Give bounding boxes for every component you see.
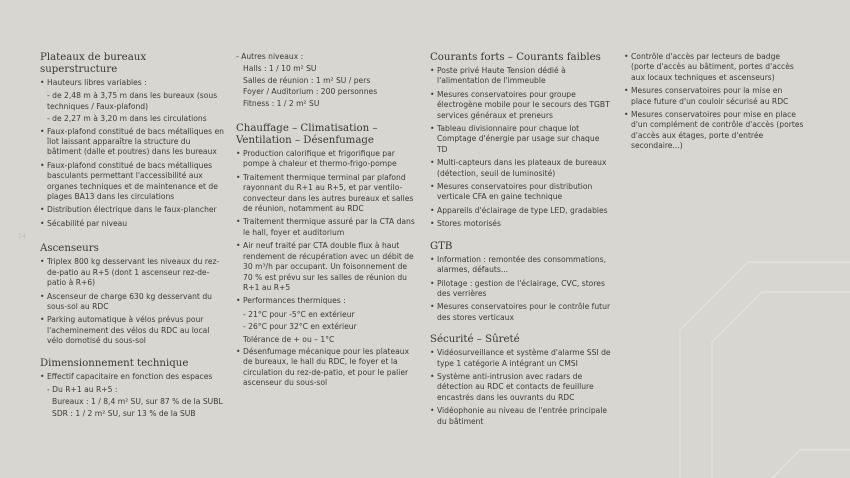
list-item: - 26°C pour 32°C en extérieur [243,322,357,332]
section-securite [430,334,612,427]
section-title: Sécurité – Sûreté [430,334,520,346]
list-item: • Faux-plafond constitué de bacs métalliques en îlot laissant apparaître la structure du bâtiment (dalle et poutres) dans les bureaux [40,127,225,158]
section-title: Dimensionnement technique [40,357,189,369]
list-item: • Parking automatique à vélos prévus pour l'acheminement des vélos du RDC au local vélo domotisé du sous-sol [40,315,225,346]
section-title: Courants forts – Courants faibles [430,52,601,63]
list-item: • Désenfumage mécanique pour les plateaux de bureaux, le hall du RDC, le foyer et la circulation du rez-de-patio, et pour le palier ascenseur du sous-sol [236,347,416,389]
list-item: Fitness : 1 / 2 m² SU [243,98,320,108]
section-title: GTB [430,240,453,252]
list-item: SDR : 1 / 2 m² SU, sur 13 % de la SUB [52,408,196,418]
list-item: - Du R+1 au R+5 : [47,384,118,394]
section-cvc [236,123,416,389]
list-item: Halls : 1 / 10 m² SU [243,64,317,74]
section-gtb [430,241,612,323]
section-ascenseurs [40,243,225,346]
list-item: • Triplex 800 kg desservant les niveaux du rez-de-patio au R+5 (dont 1 ascenseur rez-de-patio à R+6) [40,257,225,288]
list-item: • Sécabilité par niveau [40,219,225,229]
list-item: • Faux-plafond constitué de bacs métalliques basculants permettant l'accessibilité aux organes techniques et de maintenance et de plages BA13 dans les circulations [40,161,225,203]
list-item: - de 2,48 m à 3,75 m dans les bureaux (sous techniques / Faux-plafond) [47,91,218,111]
section-title: Ascenseurs [40,243,99,255]
list-item: • Vidéosurveillance et système d'alarme SSI de type 1 catégorie A intégrant un CMSI [430,348,612,369]
list-item: • Ascenseur de charge 630 kg desservant du sous-sol au RDC [40,292,225,313]
list-item: - 21°C pour -5°C en extérieur [243,309,355,319]
list-item: Bureaux : 1 / 8,4 m² SU, sur 87 % de la SUBL [52,397,223,407]
list-item: Salles de réunion : 1 m² SU / pers [243,75,371,85]
column-3 [430,52,612,438]
list-item: • Système anti-intrusion avec radars de détection au RDC et contacts de feuillure encastrés dans les ouvrants du RDC [430,372,612,403]
page-number: 14 [18,233,26,240]
list-item: • Air neuf traité par CTA double flux à haut rendement de récupération avec un débit de 30 m³/h par occupant. Un foisonnement de 70 % est prévu sur les salles de réunion du R+1 au R+5 [236,241,416,293]
section-title: Chauffage – Climatisation – Ventilation – Désenfumage [236,123,378,147]
list-item: • Tableau divisionnaire pour chaque lot Comptage d'énergie par usage sur chaque TD [430,124,612,155]
section-courants [430,52,612,230]
list-item: • Multi-capteurs dans les plateaux de bureaux (détection, seuil de luminosité) [430,158,612,179]
list-item: • Effectif capacitaire en fonction des espaces [40,372,225,382]
list-item: • Pilotage : gestion de l'éclairage, CVC, stores des verrières [430,279,612,300]
section-dimensionnement [40,358,225,420]
list-item: • Contrôle d'accès par lecteurs de badge (porte d'accès au bâtiment, portes d'accès aux locaux techniques et ascenseurs) [624,52,804,83]
list-item: • Distribution électrique dans le faux-plancher [40,205,225,215]
column-4 [624,52,804,163]
column-2 [236,52,416,400]
list-item: • Poste privé Haute Tension dédié à l'alimentation de l'immeuble [430,66,612,87]
list-item: Foyer / Auditorium : 200 personnes [243,87,378,97]
list-item: • Vidéophonie au niveau de l'entrée principale du bâtiment [430,406,612,427]
list-item: • Traitement thermique assuré par la CTA dans le hall, foyer et auditorium [236,217,416,238]
list-item: • Information : remontée des consommations, alarmes, défauts... [430,255,612,276]
section-controle-acces [624,52,804,152]
list-item: • Mesures conservatoires pour le contrôle futur des stores verticaux [430,302,612,323]
list-item: • Mesures conservatoires pour groupe électrogène mobile pour le secours des TGBT services généraux et preneurs [430,90,612,121]
list-item: - de 2,27 m à 3,20 m dans les circulations [47,114,207,124]
list-item: • Mesures conservatoires pour mise en place d'un complément de contrôle d'accès (portes d'accès aux étages, porte d'entrée secondaire...) [624,110,804,152]
column-1 [40,52,225,430]
list-item: • Hauteurs libres variables : [40,78,225,88]
list-item: • Appareils d'éclairage de type LED, gradables [430,206,612,216]
list-item: • Mesures conservatoires pour distribution verticale CFA en gaine technique [430,182,612,203]
section-autres-niveaux [236,52,416,109]
list-item: • Traitement thermique terminal par plafond rayonnant du R+1 au R+5, et par ventilo-convecteur dans les autres bureaux et salles de réunion, notamment au RDC [236,173,416,215]
list-item: • Mesures conservatoires pour la mise en place future d'un couloir sécurisé au RDC [624,86,804,107]
list-item: Tolérance de + ou – 1°C [243,334,335,344]
section-title: Plateaux de bureaux superstructure [40,52,147,75]
list-item: • Stores motorisés [430,219,612,229]
list-item: • Performances thermiques : [236,296,416,306]
section-bureaux [40,52,225,229]
list-item: - Autres niveaux : [236,52,304,61]
list-item: • Production calorifique et frigorifique par pompe à chaleur et thermo-frigo-pompe [236,149,416,170]
